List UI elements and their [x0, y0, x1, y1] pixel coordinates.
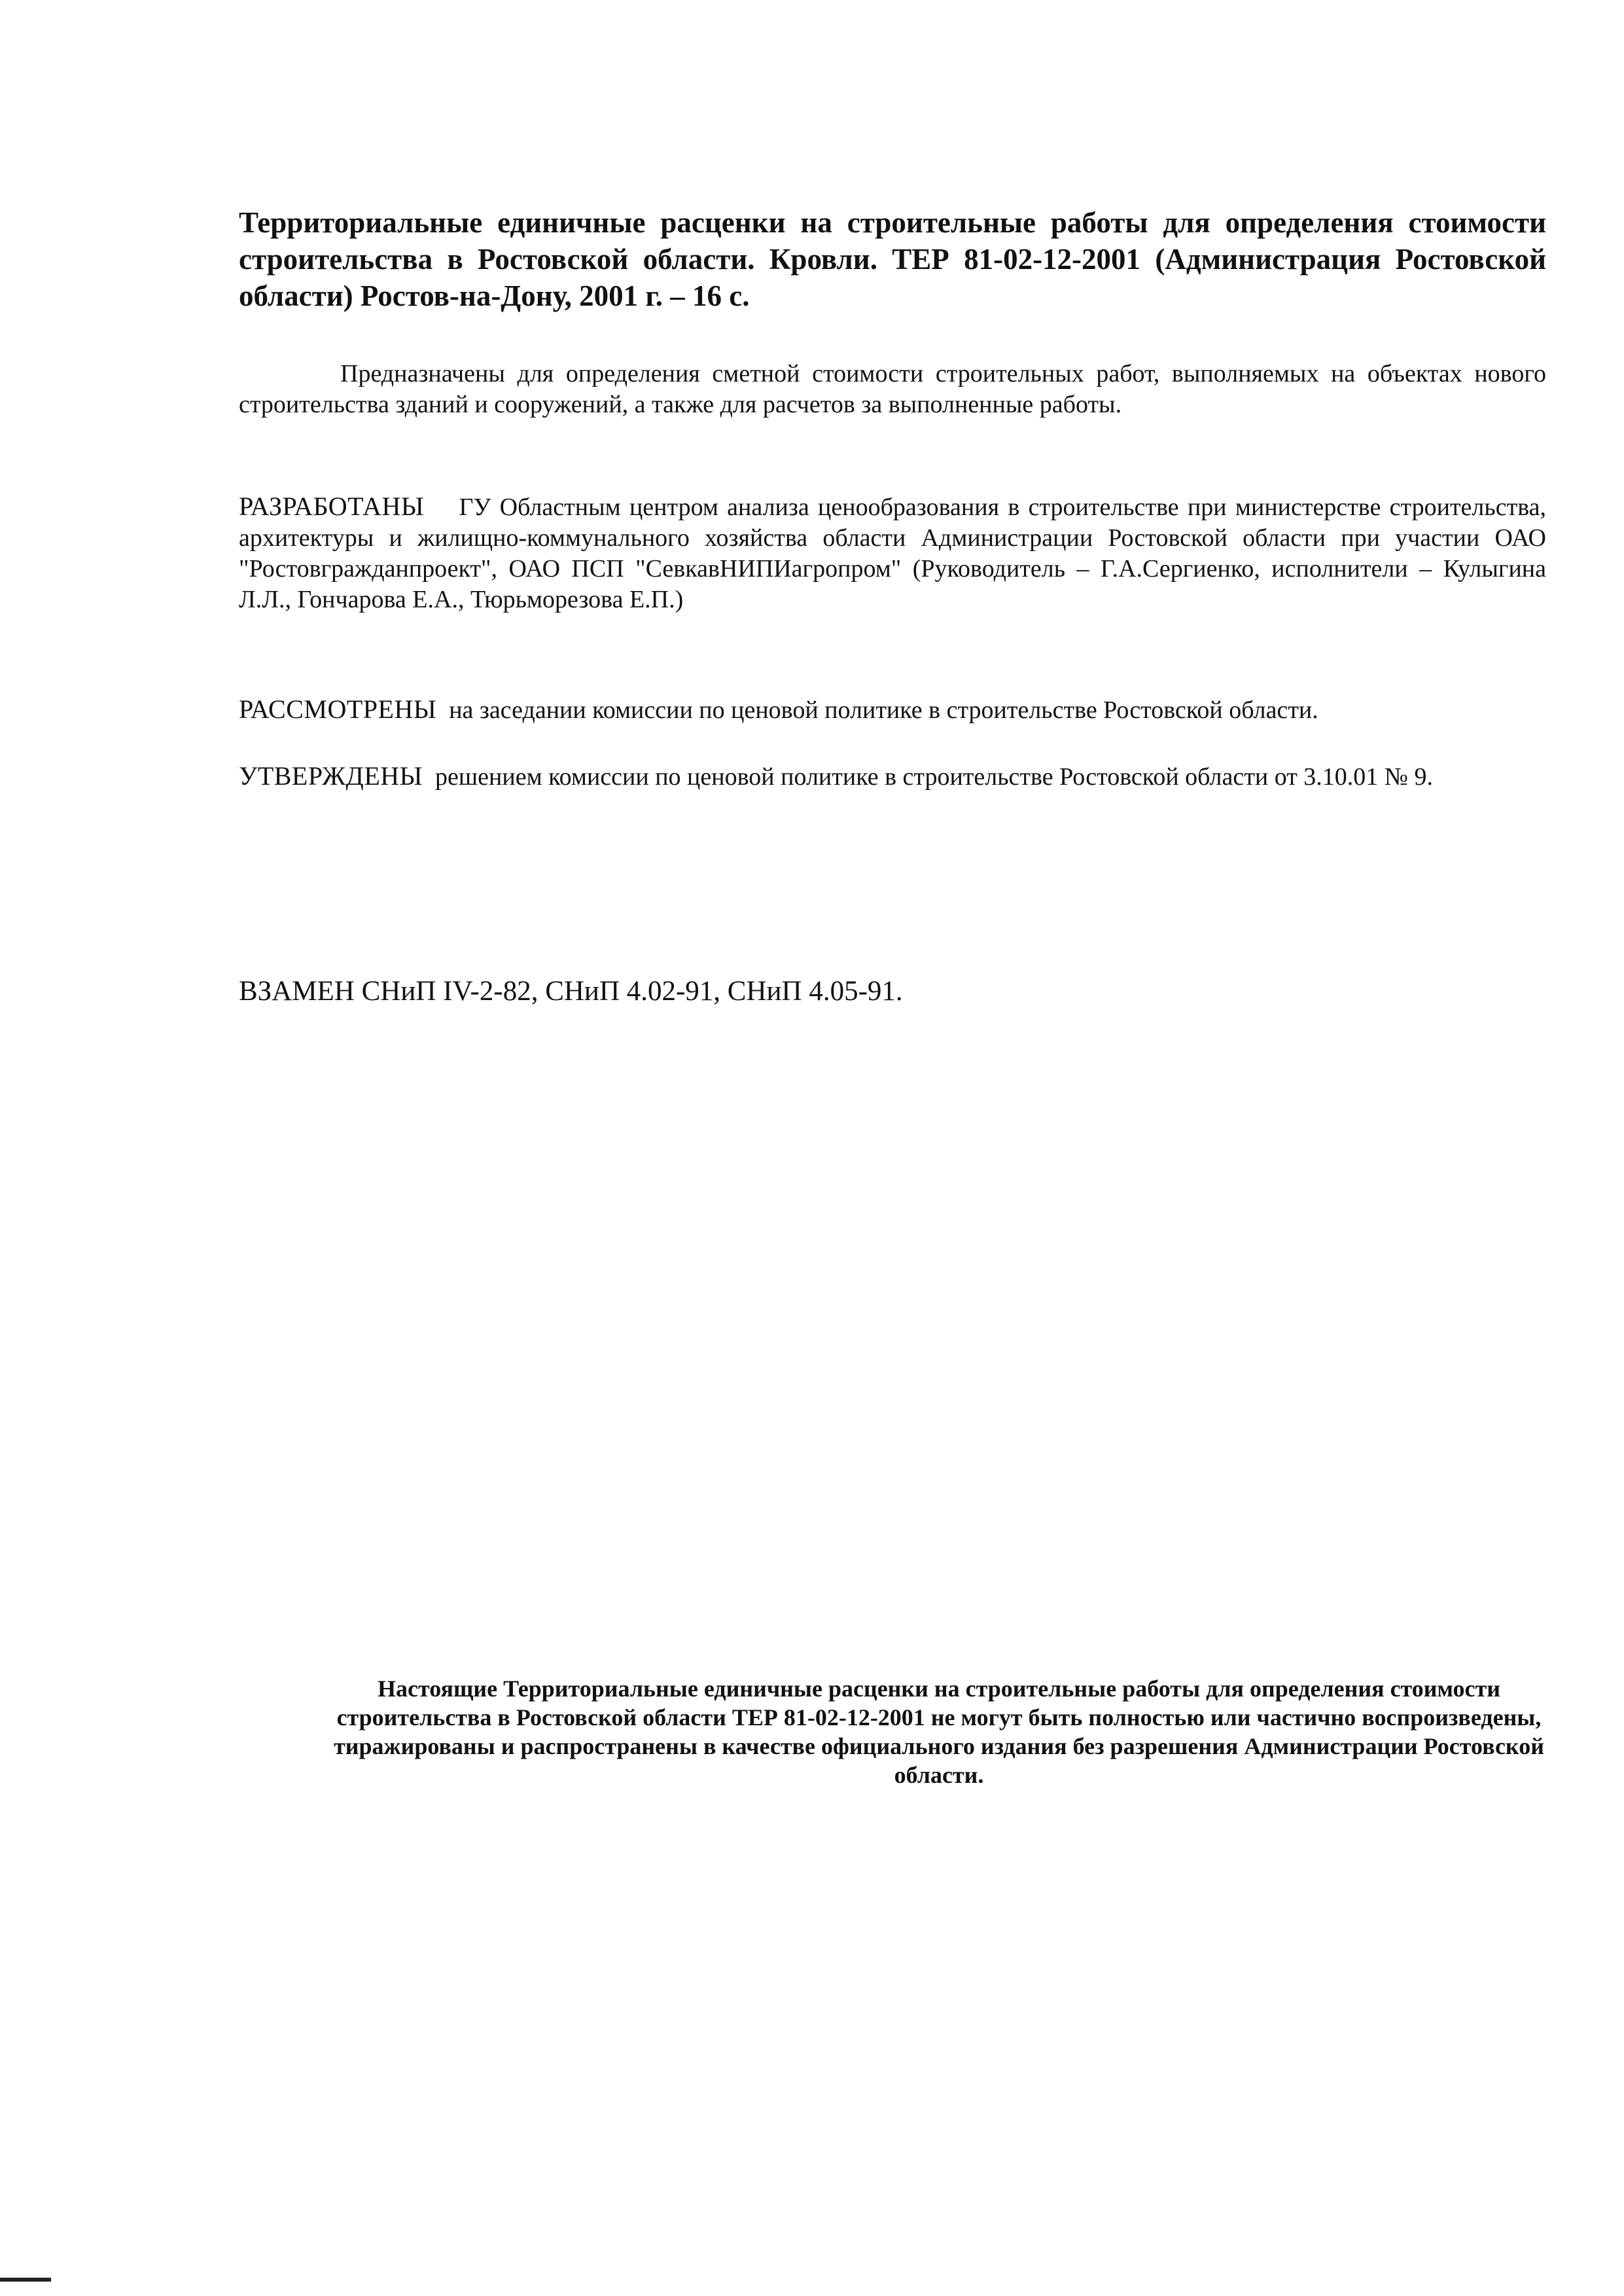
- approved-paragraph: [239, 761, 1546, 793]
- considered-label: РАССМОТРЕНЫ: [239, 694, 437, 724]
- purpose-paragraph: Предназначены для определения сметной стоимости строительных работ, выполняемых на объектах нового строительства зданий и сооружений, а также для расчетов за выполненные работы.: [239, 360, 1546, 418]
- approved-label: УТВЕРЖДЕНЫ: [239, 761, 423, 791]
- scan-edge-mark: [0, 2278, 51, 2282]
- document-title: Территориальные единичные расценки на строительные работы для определения стоимости строительства в Ростовской области. Кровли. ТЕР 81-02-12-2001 (Администрация Ростовской области) Ростов-на-Дону, 2001 г. – 16 с.: [239, 206, 1546, 312]
- considered-paragraph: [239, 694, 1546, 726]
- replaces-line: ВЗАМЕН СНиП IV-2-82, СНиП 4.02-91, СНиП 4.05-91.: [239, 976, 903, 1007]
- developed-paragraph: [239, 491, 1546, 615]
- developed-label: РАЗРАБОТАНЫ: [239, 492, 425, 521]
- approved-text: решением комиссии по ценовой политике в строительстве Ростовской области от 3.10.01 № 9.: [435, 763, 1434, 791]
- copyright-notice: Настоящие Территориальные единичные расценки на строительные работы для определения стоимости строительства в Ростовской области ТЕР 81-02-12-2001 не могут быть полностью или частично воспроизведены, тиражированы и распространены в качестве официального издания без разрешения Администрации Ростовской области.: [334, 1676, 1544, 1788]
- developed-text: ГУ Областным центром анализа ценообразования в строительстве при министерстве строительства, архитектуры и жилищно-коммунального хозяйства области Администрации Ростовской области при участии ОАО "Ростовгражданпроект", ОАО ПСП "СевкавНИПИагропром" (Руководитель – Г.А.Сергиенко, исполнители – Кулыгина Л.Л., Гончарова Е.А., Тюрьморезова Е.П.): [239, 493, 1546, 613]
- considered-text: на заседании комиссии по ценовой политике в строительстве Ростовской области.: [449, 696, 1318, 724]
